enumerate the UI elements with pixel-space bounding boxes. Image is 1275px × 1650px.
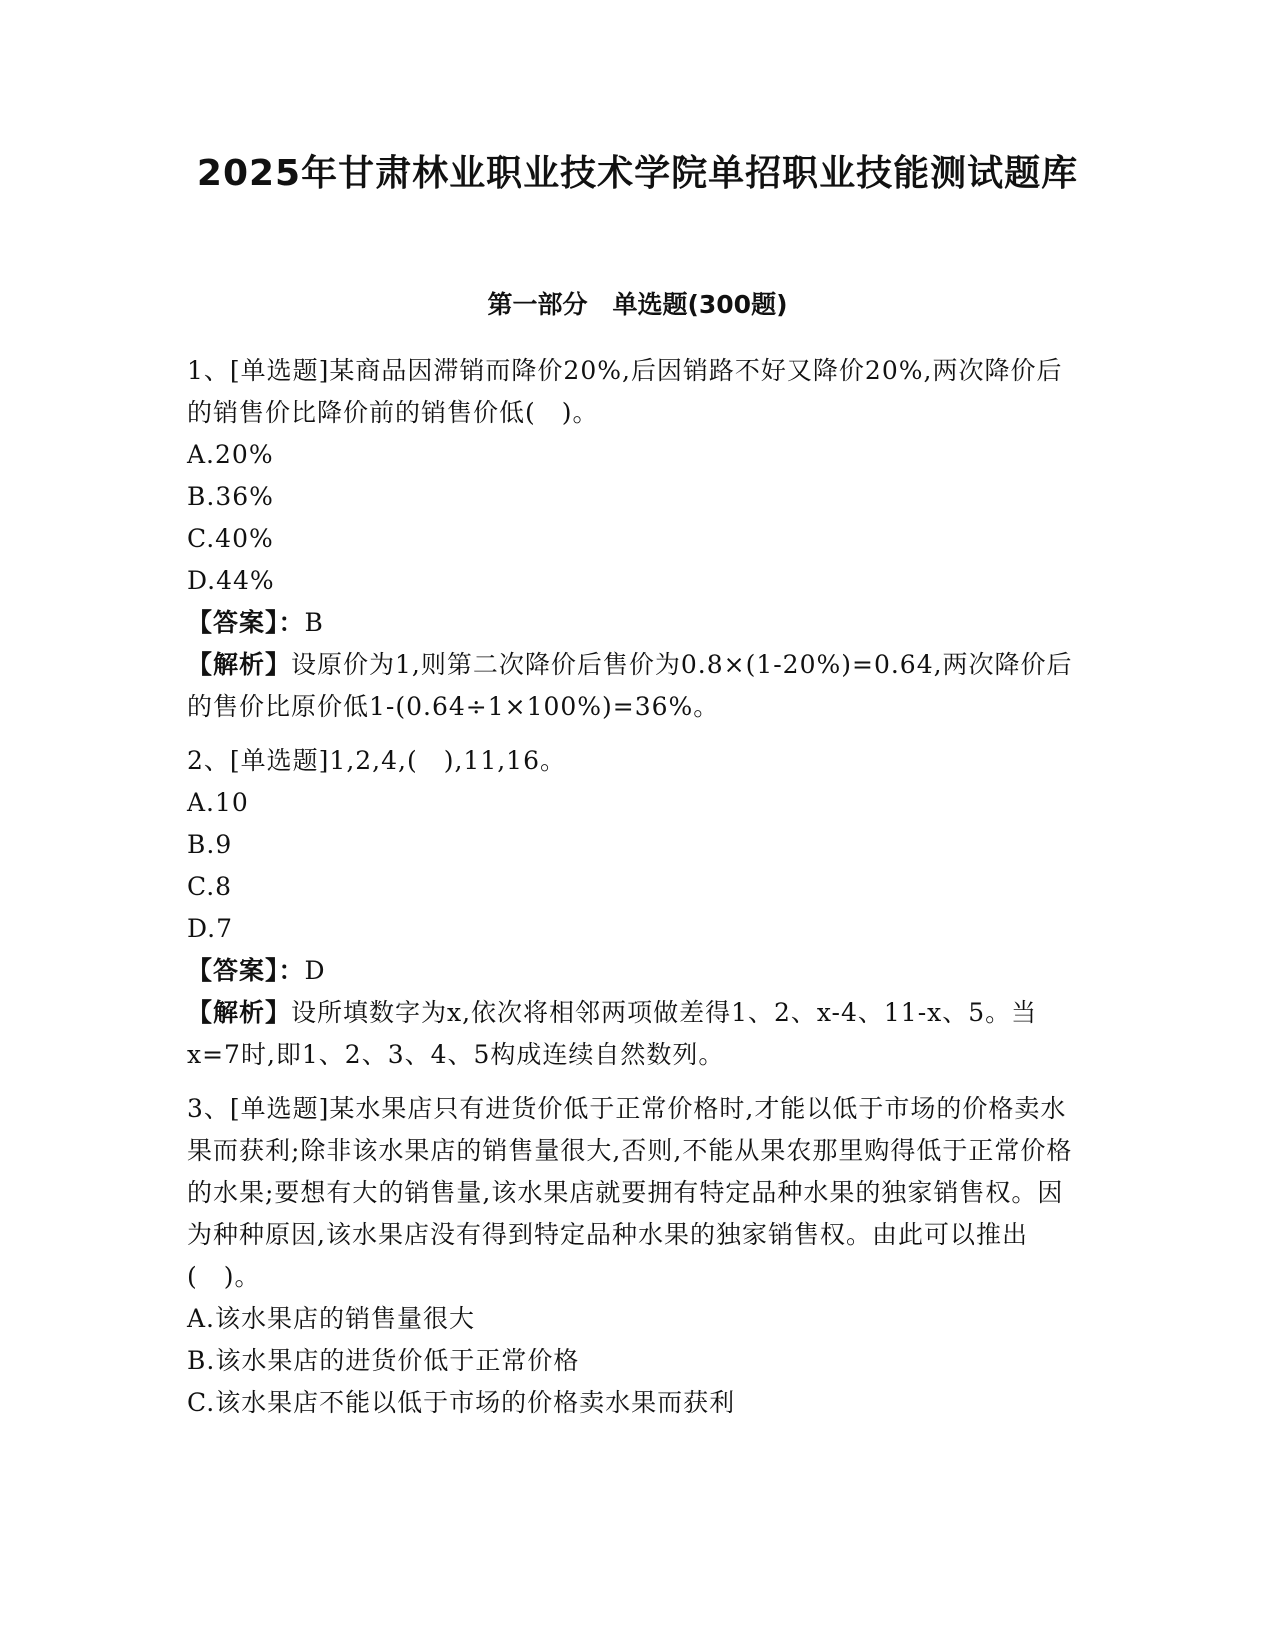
option-a: A.该水果店的销售量很大	[187, 1304, 476, 1333]
question-2	[187, 740, 1087, 1076]
answer-label: 【答案】	[187, 608, 279, 637]
option-d: D.7	[187, 914, 234, 943]
answer-value: D	[304, 956, 326, 985]
option-c: C.该水果店不能以低于市场的价格卖水果而获利	[187, 1388, 736, 1417]
analysis-line	[187, 992, 1087, 1076]
analysis-label: 【解析】	[187, 998, 292, 1027]
option-b: B.该水果店的进货价低于正常价格	[187, 1346, 580, 1375]
answer-value: B	[304, 608, 324, 637]
question-3	[187, 1088, 1087, 1424]
question-1	[187, 350, 1087, 728]
answer-line	[187, 950, 1087, 992]
option-a: A.20%	[187, 440, 274, 469]
option-d: D.44%	[187, 566, 275, 595]
section-heading: 第一部分 单选题(300题)	[487, 290, 788, 319]
question-stem: 3、[单选题]某水果店只有进货价低于正常价格时,才能以低于市场的价格卖水果而获利;除非该水果店的销售量很大,否则,不能从果农那里购得低于正常价格的水果;要想有大的销售量,该水果店就要拥有特定品种水果的独家销售权。因为种种原因,该水果店没有得到特定品种水果的独家销售权。由此可以推出( )。	[187, 1094, 1073, 1291]
option-c: C.40%	[187, 524, 274, 553]
option-c: C.8	[187, 872, 233, 901]
analysis-text: 设原价为1,则第二次降价后售价为0.8×(1-20%)=0.64,两次降价后的售价比原价低1-(0.64÷1×100%)=36%。	[187, 650, 1073, 721]
analysis-line	[187, 644, 1087, 728]
answer-label: 【答案】	[187, 956, 279, 985]
question-stem: 2、[单选题]1,2,4,( ),11,16。	[187, 746, 566, 775]
option-b: B.9	[187, 830, 233, 859]
option-b: B.36%	[187, 482, 274, 511]
answer-line	[187, 602, 1087, 644]
analysis-text: 设所填数字为x,依次将相邻两项做差得1、2、x-4、11-x、5。当x=7时,即1、2、3、4、5构成连续自然数列。	[187, 998, 1038, 1069]
analysis-label: 【解析】	[187, 650, 292, 679]
document-title: 2025年甘肃林业职业技术学院单招职业技能测试题库	[196, 153, 1079, 194]
answer-separator: ：	[278, 608, 305, 637]
question-stem: 1、[单选题]某商品因滞销而降价20%,后因销路不好又降价20%,两次降价后的销售价比降价前的销售价低( )。	[187, 356, 1063, 427]
answer-separator: ：	[278, 956, 305, 985]
option-a: A.10	[187, 788, 249, 817]
question-list	[187, 350, 1087, 1436]
